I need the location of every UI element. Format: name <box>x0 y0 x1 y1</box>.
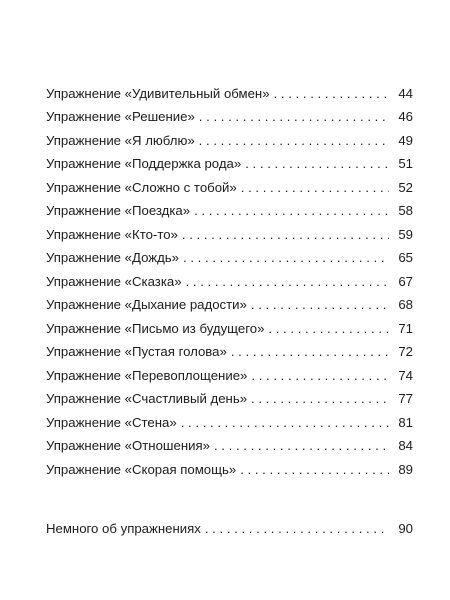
toc-entry-page: 67 <box>398 273 413 289</box>
toc-entry-page: 51 <box>398 156 413 171</box>
toc-entry <box>46 430 413 454</box>
toc-entry-title: Упражнение «Поддержка рода» <box>46 156 242 171</box>
toc-entry <box>46 124 413 148</box>
toc-entry-page: 46 <box>398 109 413 124</box>
toc-entry <box>46 289 413 313</box>
toc-entry-page: 84 <box>398 438 413 453</box>
dot-leader <box>240 462 389 477</box>
dot-leader <box>274 86 389 101</box>
toc-entry-title: Упражнение «Пустая голова» <box>46 344 227 359</box>
toc-entry-page: 90 <box>398 521 413 536</box>
toc-entry-title: Упражнение «Поездка» <box>46 203 191 218</box>
toc-entry-title: Немного об упражнениях <box>46 521 201 536</box>
toc-entry-title: Упражнение «Дождь» <box>46 250 180 265</box>
toc-entry-title: Упражнение «Сказка» <box>46 273 182 289</box>
dot-leader <box>183 250 389 265</box>
toc-entry-title: Упражнение «Я люблю» <box>46 132 195 148</box>
toc-entry-page: 72 <box>398 344 413 359</box>
toc-entry-title: Упражнение «Стена» <box>46 414 177 430</box>
toc-entry <box>46 195 413 219</box>
toc-entry-page: 81 <box>398 414 413 430</box>
dot-leader <box>231 344 389 359</box>
toc-entry-page: 44 <box>398 85 413 101</box>
section-spacer <box>46 477 413 513</box>
toc-entry-page: 49 <box>398 132 413 148</box>
toc-entry <box>46 383 413 407</box>
toc-entry-page: 77 <box>398 391 413 406</box>
toc-entry-title: Упражнение «Счастливый день» <box>46 391 248 406</box>
dot-leader <box>181 415 389 430</box>
toc-entry <box>46 101 413 125</box>
dot-leader <box>241 180 389 195</box>
dot-leader <box>251 297 389 312</box>
toc-entry <box>46 218 413 242</box>
toc-entry-title: Упражнение «Скорая помощь» <box>46 461 237 477</box>
toc-entry <box>46 242 413 266</box>
dot-leader <box>251 391 389 406</box>
toc-entry <box>46 336 413 360</box>
toc-entry-title: Упражнение «Дыхание радости» <box>46 297 247 312</box>
toc-entry-page: 71 <box>398 320 413 336</box>
dot-leader <box>199 109 389 124</box>
toc-entry-page: 58 <box>398 203 413 218</box>
toc-entry-title: Упражнение «Сложно с тобой» <box>46 179 237 195</box>
toc-entry <box>46 406 413 430</box>
toc-entry-title: Упражнение «Удивительный обмен» <box>46 85 270 101</box>
dot-leader <box>268 321 389 336</box>
toc-entry-title: Упражнение «Перевоплощение» <box>46 367 248 383</box>
dot-leader <box>214 438 389 453</box>
toc-entry <box>46 171 413 195</box>
toc-entry-page: 68 <box>398 297 413 312</box>
dot-leader <box>205 521 389 536</box>
toc-final-entry <box>46 513 413 537</box>
toc-entry-page: 52 <box>398 179 413 195</box>
dot-leader <box>245 156 389 171</box>
table-of-contents <box>46 77 413 536</box>
toc-entry-page: 65 <box>398 250 413 265</box>
toc-entry <box>46 359 413 383</box>
toc-entry <box>46 312 413 336</box>
toc-entry-page: 59 <box>398 226 413 242</box>
toc-entry-title: Упражнение «Письмо из будущего» <box>46 320 265 336</box>
toc-entry-title: Упражнение «Решение» <box>46 109 195 124</box>
toc-entry-title: Упражнение «Отношения» <box>46 438 210 453</box>
toc-entry <box>46 148 413 172</box>
toc-entry-title: Упражнение «Кто-то» <box>46 226 178 242</box>
toc-entry-page: 89 <box>398 461 413 477</box>
dot-leader <box>194 203 389 218</box>
toc-entry <box>46 77 413 101</box>
dot-leader <box>251 368 389 383</box>
toc-entry <box>46 265 413 289</box>
dot-leader <box>186 274 389 289</box>
toc-entry <box>46 453 413 477</box>
toc-entry-page: 74 <box>398 367 413 383</box>
dot-leader <box>182 227 389 242</box>
dot-leader <box>199 133 389 148</box>
